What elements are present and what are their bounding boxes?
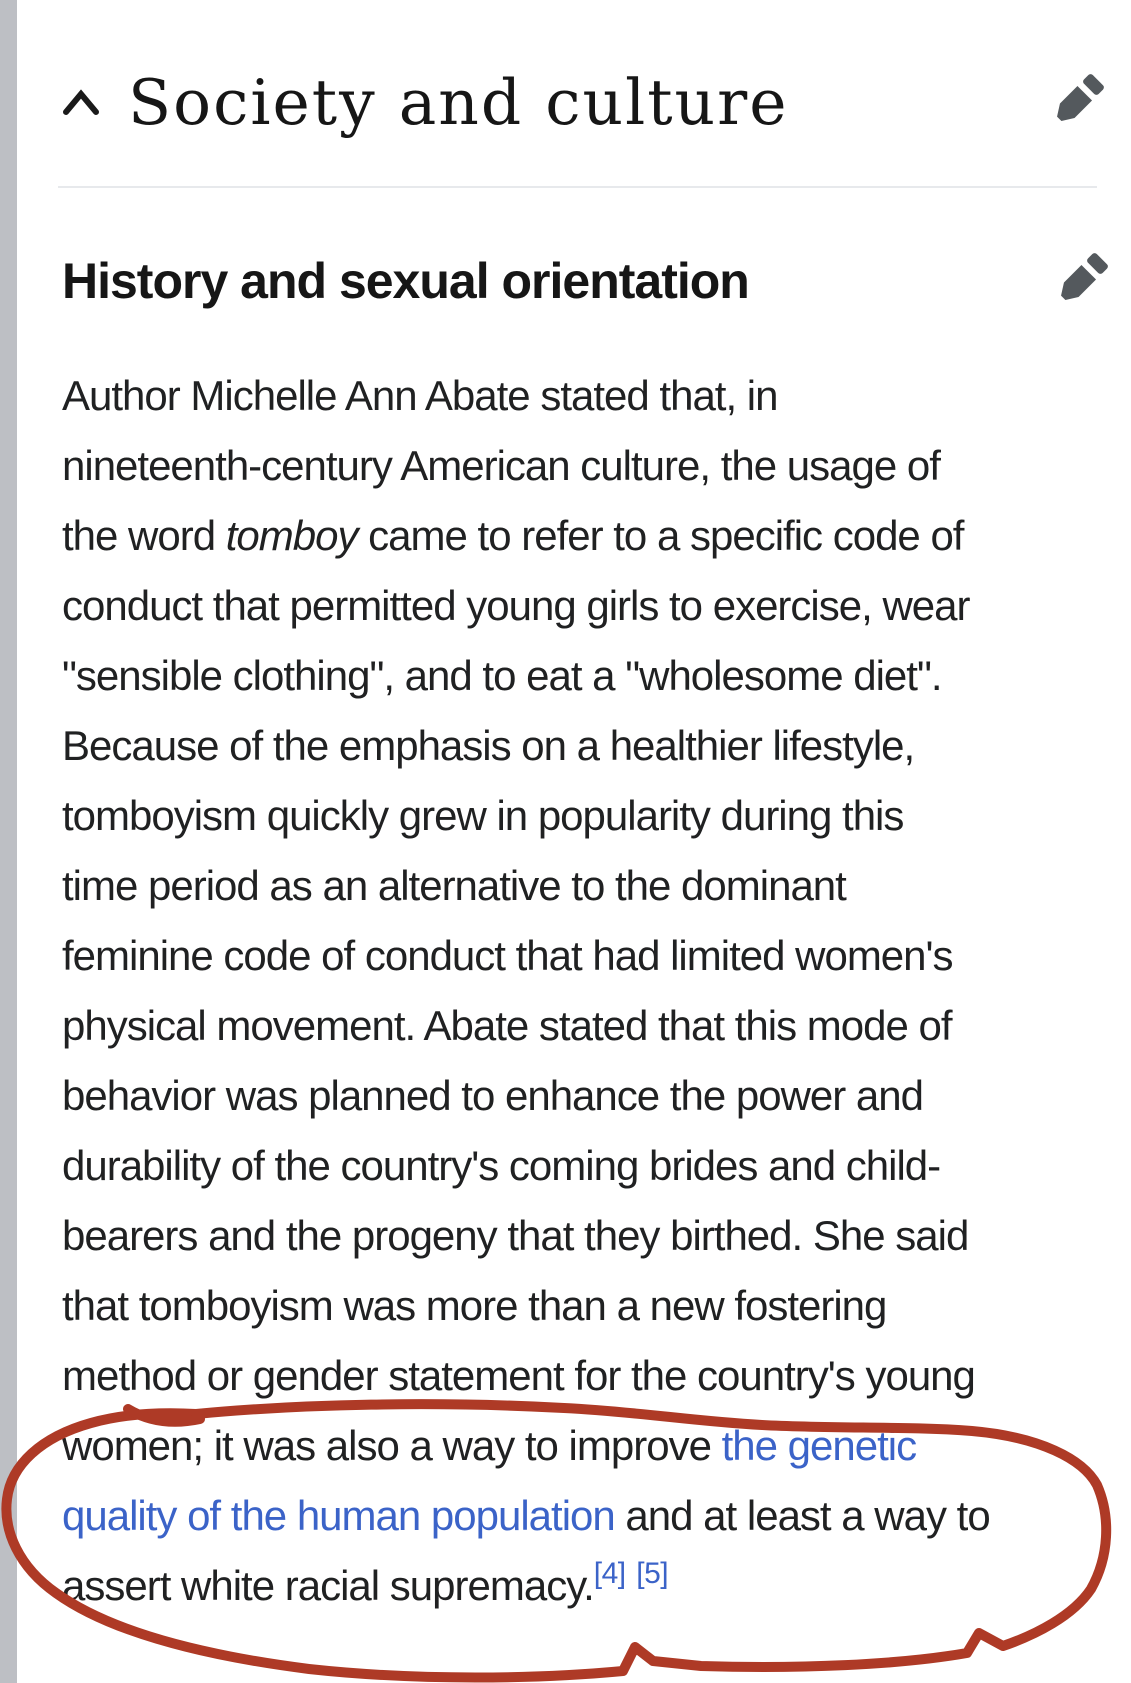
- body-text: that tomboyism was more than a new fostering: [62, 1282, 887, 1329]
- paragraph-line: [62, 501, 1122, 571]
- paragraph-line: [62, 851, 1122, 921]
- paragraph-line: [62, 1271, 1122, 1341]
- article-paragraph: [62, 361, 1122, 1621]
- italic-term: tomboy: [225, 512, 358, 559]
- scrollbar-track[interactable]: [0, 0, 17, 1683]
- body-text: behavior was planned to enhance the power and: [62, 1072, 923, 1119]
- body-text: the word: [62, 512, 226, 559]
- paragraph-line: [62, 1481, 1122, 1551]
- section-title: Society and culture: [128, 65, 789, 139]
- paragraph-line: [62, 1061, 1122, 1131]
- body-text: method or gender statement for the country's young: [62, 1352, 975, 1399]
- paragraph-line: [62, 1411, 1122, 1481]
- paragraph-line: [62, 641, 1122, 711]
- body-text: women; it was also a way to improve: [62, 1422, 722, 1469]
- inline-link[interactable]: quality of the human population: [62, 1492, 615, 1539]
- body-text: [626, 1562, 637, 1609]
- body-text: time period as an alternative to the dominant: [62, 862, 846, 909]
- body-text: feminine code of conduct that had limited women's: [62, 932, 953, 979]
- section-header: [62, 64, 1109, 140]
- inline-link[interactable]: the genetic: [721, 1422, 917, 1469]
- paragraph-line: [62, 1201, 1122, 1271]
- paragraph-line: [62, 1131, 1122, 1201]
- section-divider: [58, 186, 1097, 188]
- body-text: assert white racial supremacy.: [62, 1562, 594, 1609]
- body-text: "sensible clothing", and to eat a "wholesome diet".: [62, 652, 942, 699]
- subsection-title: History and sexual orientation: [62, 253, 749, 309]
- body-text: bearers and the progeny that they birthed. She said: [62, 1212, 969, 1259]
- subsection-header: [62, 244, 1113, 318]
- body-text: conduct that permitted young girls to exercise, wear: [62, 582, 970, 629]
- body-text: tomboyism quickly grew in popularity during this: [62, 792, 904, 839]
- body-text: Author Michelle Ann Abate stated that, in: [62, 372, 778, 419]
- paragraph-line: [62, 781, 1122, 851]
- paragraph-line: [62, 571, 1122, 641]
- body-text: and at least a way to: [614, 1492, 990, 1539]
- reference-link[interactable]: [5]: [636, 1557, 669, 1590]
- paragraph-line: [62, 921, 1122, 991]
- paragraph-line: [62, 991, 1122, 1061]
- collapse-chevron-icon[interactable]: [62, 88, 100, 116]
- body-text: physical movement. Abate stated that this mode of: [62, 1002, 952, 1049]
- body-text: durability of the country's coming brides and child-: [62, 1142, 941, 1189]
- paragraph-line: [62, 1551, 1122, 1621]
- paragraph-line: [62, 1341, 1122, 1411]
- body-text: nineteenth-century American culture, the usage of: [62, 442, 940, 489]
- edit-subsection-icon[interactable]: [1047, 248, 1113, 314]
- paragraph-line: [62, 361, 1122, 431]
- body-text: Because of the emphasis on a healthier lifestyle,: [62, 722, 915, 769]
- edit-section-icon[interactable]: [1043, 69, 1109, 135]
- paragraph-line: [62, 431, 1122, 501]
- body-text: came to refer to a specific code of: [357, 512, 964, 559]
- reference-link[interactable]: [4]: [593, 1557, 626, 1590]
- paragraph-line: [62, 711, 1122, 781]
